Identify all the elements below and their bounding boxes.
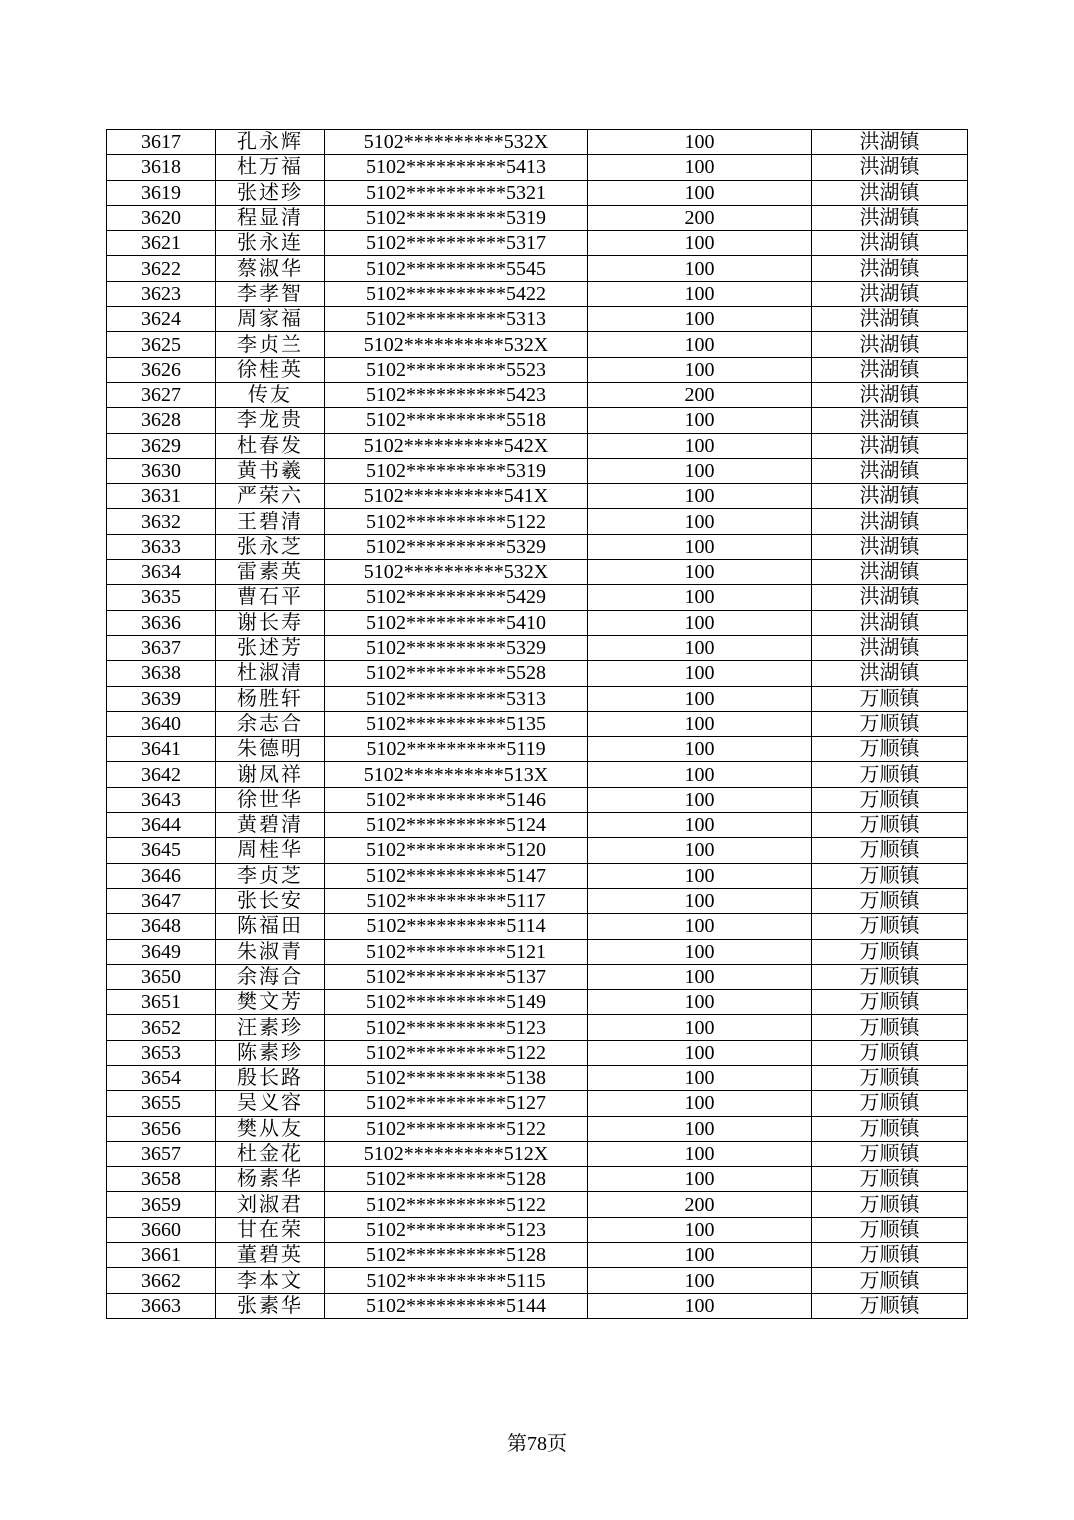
id-number-cell: 5102**********5128 — [325, 1243, 588, 1268]
table-row — [107, 990, 968, 1015]
name-cell: 徐世华 — [216, 787, 325, 812]
table-row — [107, 484, 968, 509]
id-number-cell: 5102**********5114 — [325, 914, 588, 939]
id-number-cell: 5102**********5123 — [325, 1217, 588, 1242]
table-row — [107, 737, 968, 762]
row-number-cell: 3660 — [107, 1217, 216, 1242]
table-row — [107, 1040, 968, 1065]
table-row — [107, 205, 968, 230]
town-cell: 万顺镇 — [812, 737, 968, 762]
town-cell: 万顺镇 — [812, 914, 968, 939]
name-cell: 张永芝 — [216, 534, 325, 559]
town-cell: 万顺镇 — [812, 1167, 968, 1192]
name-cell: 汪素珍 — [216, 1015, 325, 1040]
id-number-cell: 5102**********5119 — [325, 737, 588, 762]
name-cell: 甘在荣 — [216, 1217, 325, 1242]
id-number-cell: 5102**********532X — [325, 130, 588, 155]
name-cell: 徐桂英 — [216, 357, 325, 382]
amount-cell: 100 — [588, 256, 812, 281]
page-number: 第78页 — [507, 1433, 567, 1455]
town-cell: 万顺镇 — [812, 1268, 968, 1293]
row-number-cell: 3630 — [107, 458, 216, 483]
name-cell: 蔡淑华 — [216, 256, 325, 281]
row-number-cell: 3634 — [107, 560, 216, 585]
name-cell: 杜万福 — [216, 155, 325, 180]
town-cell: 洪湖镇 — [812, 458, 968, 483]
id-number-cell: 5102**********5121 — [325, 939, 588, 964]
row-number-cell: 3619 — [107, 180, 216, 205]
id-number-cell: 5102**********5144 — [325, 1293, 588, 1318]
town-cell: 万顺镇 — [812, 863, 968, 888]
name-cell: 李贞兰 — [216, 332, 325, 357]
id-number-cell: 5102**********5147 — [325, 863, 588, 888]
town-cell: 洪湖镇 — [812, 155, 968, 180]
amount-cell: 100 — [588, 1091, 812, 1116]
id-number-cell: 5102**********5423 — [325, 382, 588, 407]
name-cell: 杨素华 — [216, 1167, 325, 1192]
amount-cell: 100 — [588, 1040, 812, 1065]
name-cell: 樊文芳 — [216, 990, 325, 1015]
table-row — [107, 610, 968, 635]
table-row — [107, 155, 968, 180]
amount-cell: 200 — [588, 1192, 812, 1217]
town-cell: 万顺镇 — [812, 964, 968, 989]
row-number-cell: 3656 — [107, 1116, 216, 1141]
row-number-cell: 3657 — [107, 1141, 216, 1166]
amount-cell: 100 — [588, 661, 812, 686]
town-cell: 洪湖镇 — [812, 610, 968, 635]
town-cell: 洪湖镇 — [812, 205, 968, 230]
town-cell: 洪湖镇 — [812, 509, 968, 534]
row-number-cell: 3635 — [107, 585, 216, 610]
town-cell: 洪湖镇 — [812, 332, 968, 357]
row-number-cell: 3646 — [107, 863, 216, 888]
id-number-cell: 5102**********5138 — [325, 1065, 588, 1090]
id-number-cell: 5102**********5545 — [325, 256, 588, 281]
id-number-cell: 5102**********5123 — [325, 1015, 588, 1040]
town-cell: 洪湖镇 — [812, 231, 968, 256]
id-number-cell: 5102**********5117 — [325, 888, 588, 913]
table-row — [107, 1293, 968, 1318]
id-number-cell: 5102**********5410 — [325, 610, 588, 635]
name-cell: 余志合 — [216, 711, 325, 736]
amount-cell: 100 — [588, 408, 812, 433]
id-number-cell: 5102**********5115 — [325, 1268, 588, 1293]
town-cell: 万顺镇 — [812, 1192, 968, 1217]
table-row — [107, 914, 968, 939]
table-row — [107, 180, 968, 205]
row-number-cell: 3621 — [107, 231, 216, 256]
table-row — [107, 458, 968, 483]
town-cell: 万顺镇 — [812, 1293, 968, 1318]
town-cell: 洪湖镇 — [812, 281, 968, 306]
town-cell: 洪湖镇 — [812, 635, 968, 660]
town-cell: 洪湖镇 — [812, 433, 968, 458]
town-cell: 洪湖镇 — [812, 585, 968, 610]
table-row — [107, 711, 968, 736]
name-cell: 杨胜轩 — [216, 686, 325, 711]
town-cell: 万顺镇 — [812, 1040, 968, 1065]
table-row — [107, 382, 968, 407]
amount-cell: 100 — [588, 610, 812, 635]
id-number-cell: 5102**********5122 — [325, 509, 588, 534]
id-number-cell: 5102**********5122 — [325, 1192, 588, 1217]
row-number-cell: 3652 — [107, 1015, 216, 1040]
amount-cell: 200 — [588, 382, 812, 407]
table-row — [107, 863, 968, 888]
name-cell: 刘淑君 — [216, 1192, 325, 1217]
town-cell: 洪湖镇 — [812, 307, 968, 332]
name-cell: 杜金花 — [216, 1141, 325, 1166]
name-cell: 周家福 — [216, 307, 325, 332]
id-number-cell: 5102**********5124 — [325, 813, 588, 838]
amount-cell: 100 — [588, 635, 812, 660]
row-number-cell: 3624 — [107, 307, 216, 332]
amount-cell: 100 — [588, 1015, 812, 1040]
table-row — [107, 1192, 968, 1217]
name-cell: 黄书羲 — [216, 458, 325, 483]
amount-cell: 100 — [588, 534, 812, 559]
town-cell: 洪湖镇 — [812, 484, 968, 509]
amount-cell: 100 — [588, 1268, 812, 1293]
town-cell: 万顺镇 — [812, 813, 968, 838]
name-cell: 张述珍 — [216, 180, 325, 205]
amount-cell: 100 — [588, 914, 812, 939]
town-cell: 万顺镇 — [812, 711, 968, 736]
town-cell: 万顺镇 — [812, 1116, 968, 1141]
name-cell: 樊从友 — [216, 1116, 325, 1141]
table-row — [107, 964, 968, 989]
amount-cell: 100 — [588, 964, 812, 989]
table-row — [107, 408, 968, 433]
table-row — [107, 534, 968, 559]
id-number-cell: 5102**********542X — [325, 433, 588, 458]
row-number-cell: 3639 — [107, 686, 216, 711]
town-cell: 万顺镇 — [812, 1065, 968, 1090]
table-row — [107, 509, 968, 534]
id-number-cell: 5102**********5329 — [325, 635, 588, 660]
name-cell: 严荣六 — [216, 484, 325, 509]
row-number-cell: 3633 — [107, 534, 216, 559]
table-row — [107, 661, 968, 686]
town-cell: 洪湖镇 — [812, 130, 968, 155]
id-number-cell: 5102**********5135 — [325, 711, 588, 736]
name-cell: 朱淑青 — [216, 939, 325, 964]
town-cell: 万顺镇 — [812, 990, 968, 1015]
name-cell: 陈素珍 — [216, 1040, 325, 1065]
row-number-cell: 3642 — [107, 762, 216, 787]
table-row — [107, 130, 968, 155]
name-cell: 陈福田 — [216, 914, 325, 939]
amount-cell: 100 — [588, 560, 812, 585]
name-cell: 传友 — [216, 382, 325, 407]
id-number-cell: 5102**********5523 — [325, 357, 588, 382]
town-cell: 万顺镇 — [812, 1217, 968, 1242]
id-number-cell: 5102**********5313 — [325, 307, 588, 332]
amount-cell: 100 — [588, 231, 812, 256]
row-number-cell: 3662 — [107, 1268, 216, 1293]
name-cell: 张述芳 — [216, 635, 325, 660]
table-row — [107, 1217, 968, 1242]
id-number-cell: 5102**********5528 — [325, 661, 588, 686]
row-number-cell: 3658 — [107, 1167, 216, 1192]
town-cell: 万顺镇 — [812, 686, 968, 711]
row-number-cell: 3654 — [107, 1065, 216, 1090]
amount-cell: 100 — [588, 863, 812, 888]
row-number-cell: 3636 — [107, 610, 216, 635]
table-row — [107, 433, 968, 458]
amount-cell: 100 — [588, 686, 812, 711]
table-row — [107, 357, 968, 382]
amount-cell: 100 — [588, 1217, 812, 1242]
name-cell: 谢长寿 — [216, 610, 325, 635]
amount-cell: 100 — [588, 509, 812, 534]
amount-cell: 100 — [588, 762, 812, 787]
row-number-cell: 3663 — [107, 1293, 216, 1318]
name-cell: 李贞芝 — [216, 863, 325, 888]
id-number-cell: 5102**********5128 — [325, 1167, 588, 1192]
row-number-cell: 3629 — [107, 433, 216, 458]
id-number-cell: 5102**********5317 — [325, 231, 588, 256]
name-cell: 周桂华 — [216, 838, 325, 863]
amount-cell: 100 — [588, 1243, 812, 1268]
id-number-cell: 5102**********5329 — [325, 534, 588, 559]
row-number-cell: 3627 — [107, 382, 216, 407]
town-cell: 洪湖镇 — [812, 560, 968, 585]
id-number-cell: 5102**********5313 — [325, 686, 588, 711]
row-number-cell: 3618 — [107, 155, 216, 180]
id-number-cell: 5102**********532X — [325, 332, 588, 357]
amount-cell: 100 — [588, 357, 812, 382]
row-number-cell: 3650 — [107, 964, 216, 989]
id-number-cell: 5102**********5146 — [325, 787, 588, 812]
id-number-cell: 5102**********5122 — [325, 1040, 588, 1065]
row-number-cell: 3661 — [107, 1243, 216, 1268]
name-cell: 黄碧清 — [216, 813, 325, 838]
amount-cell: 100 — [588, 1293, 812, 1318]
amount-cell: 100 — [588, 307, 812, 332]
town-cell: 洪湖镇 — [812, 357, 968, 382]
row-number-cell: 3641 — [107, 737, 216, 762]
row-number-cell: 3643 — [107, 787, 216, 812]
amount-cell: 100 — [588, 1167, 812, 1192]
table-row — [107, 1091, 968, 1116]
row-number-cell: 3649 — [107, 939, 216, 964]
id-number-cell: 5102**********541X — [325, 484, 588, 509]
row-number-cell: 3640 — [107, 711, 216, 736]
id-number-cell: 5102**********5518 — [325, 408, 588, 433]
id-number-cell: 5102**********513X — [325, 762, 588, 787]
id-number-cell: 5102**********5120 — [325, 838, 588, 863]
name-cell: 孔永辉 — [216, 130, 325, 155]
town-cell: 万顺镇 — [812, 1243, 968, 1268]
town-cell: 万顺镇 — [812, 1015, 968, 1040]
town-cell: 万顺镇 — [812, 1091, 968, 1116]
data-table-container — [106, 129, 967, 1319]
amount-cell: 100 — [588, 939, 812, 964]
row-number-cell: 3647 — [107, 888, 216, 913]
table-row — [107, 307, 968, 332]
table-row — [107, 560, 968, 585]
town-cell: 洪湖镇 — [812, 534, 968, 559]
id-number-cell: 5102**********5137 — [325, 964, 588, 989]
table-row — [107, 1167, 968, 1192]
name-cell: 程显清 — [216, 205, 325, 230]
amount-cell: 100 — [588, 813, 812, 838]
amount-cell: 100 — [588, 787, 812, 812]
town-cell: 洪湖镇 — [812, 180, 968, 205]
town-cell: 洪湖镇 — [812, 408, 968, 433]
town-cell: 万顺镇 — [812, 939, 968, 964]
row-number-cell: 3659 — [107, 1192, 216, 1217]
amount-cell: 100 — [588, 990, 812, 1015]
table-row — [107, 1268, 968, 1293]
table-row — [107, 838, 968, 863]
id-number-cell: 5102**********5413 — [325, 155, 588, 180]
table-row — [107, 1243, 968, 1268]
amount-cell: 100 — [588, 1065, 812, 1090]
amount-cell: 100 — [588, 281, 812, 306]
table-row — [107, 813, 968, 838]
table-row — [107, 1141, 968, 1166]
table-row — [107, 762, 968, 787]
amount-cell: 100 — [588, 1141, 812, 1166]
row-number-cell: 3645 — [107, 838, 216, 863]
name-cell: 张长安 — [216, 888, 325, 913]
name-cell: 李龙贵 — [216, 408, 325, 433]
row-number-cell: 3623 — [107, 281, 216, 306]
row-number-cell: 3628 — [107, 408, 216, 433]
row-number-cell: 3620 — [107, 205, 216, 230]
id-number-cell: 5102**********5122 — [325, 1116, 588, 1141]
id-number-cell: 5102**********5127 — [325, 1091, 588, 1116]
id-number-cell: 5102**********5319 — [325, 205, 588, 230]
name-cell: 杜春发 — [216, 433, 325, 458]
amount-cell: 100 — [588, 585, 812, 610]
row-number-cell: 3638 — [107, 661, 216, 686]
amount-cell: 100 — [588, 711, 812, 736]
row-number-cell: 3655 — [107, 1091, 216, 1116]
table-row — [107, 888, 968, 913]
table-body — [107, 130, 968, 1319]
name-cell: 吴义容 — [216, 1091, 325, 1116]
table-row — [107, 231, 968, 256]
name-cell: 朱德明 — [216, 737, 325, 762]
id-number-cell: 5102**********5149 — [325, 990, 588, 1015]
table-row — [107, 1065, 968, 1090]
name-cell: 李本文 — [216, 1268, 325, 1293]
row-number-cell: 3653 — [107, 1040, 216, 1065]
row-number-cell: 3632 — [107, 509, 216, 534]
town-cell: 万顺镇 — [812, 787, 968, 812]
town-cell: 洪湖镇 — [812, 661, 968, 686]
town-cell: 万顺镇 — [812, 762, 968, 787]
row-number-cell: 3625 — [107, 332, 216, 357]
name-cell: 董碧英 — [216, 1243, 325, 1268]
amount-cell: 100 — [588, 433, 812, 458]
amount-cell: 100 — [588, 130, 812, 155]
amount-cell: 200 — [588, 205, 812, 230]
row-number-cell: 3644 — [107, 813, 216, 838]
amount-cell: 100 — [588, 180, 812, 205]
row-number-cell: 3617 — [107, 130, 216, 155]
town-cell: 万顺镇 — [812, 888, 968, 913]
name-cell: 余海合 — [216, 964, 325, 989]
table-row — [107, 1015, 968, 1040]
amount-cell: 100 — [588, 888, 812, 913]
name-cell: 杜淑清 — [216, 661, 325, 686]
name-cell: 谢凤祥 — [216, 762, 325, 787]
amount-cell: 100 — [588, 838, 812, 863]
town-cell: 万顺镇 — [812, 838, 968, 863]
name-cell: 雷素英 — [216, 560, 325, 585]
name-cell: 王碧清 — [216, 509, 325, 534]
name-cell: 李孝智 — [216, 281, 325, 306]
town-cell: 万顺镇 — [812, 1141, 968, 1166]
id-number-cell: 5102**********5422 — [325, 281, 588, 306]
data-table — [106, 129, 968, 1319]
town-cell: 洪湖镇 — [812, 382, 968, 407]
table-row — [107, 787, 968, 812]
amount-cell: 100 — [588, 484, 812, 509]
amount-cell: 100 — [588, 155, 812, 180]
id-number-cell: 5102**********5429 — [325, 585, 588, 610]
name-cell: 殷长路 — [216, 1065, 325, 1090]
id-number-cell: 5102**********5319 — [325, 458, 588, 483]
name-cell: 张永连 — [216, 231, 325, 256]
name-cell: 曹石平 — [216, 585, 325, 610]
table-row — [107, 256, 968, 281]
amount-cell: 100 — [588, 332, 812, 357]
table-row — [107, 939, 968, 964]
table-row — [107, 332, 968, 357]
row-number-cell: 3651 — [107, 990, 216, 1015]
id-number-cell: 5102**********532X — [325, 560, 588, 585]
table-row — [107, 686, 968, 711]
table-row — [107, 1116, 968, 1141]
amount-cell: 100 — [588, 458, 812, 483]
row-number-cell: 3637 — [107, 635, 216, 660]
name-cell: 张素华 — [216, 1293, 325, 1318]
table-row — [107, 635, 968, 660]
table-row — [107, 281, 968, 306]
amount-cell: 100 — [588, 737, 812, 762]
row-number-cell: 3631 — [107, 484, 216, 509]
row-number-cell: 3626 — [107, 357, 216, 382]
id-number-cell: 5102**********5321 — [325, 180, 588, 205]
table-row — [107, 585, 968, 610]
id-number-cell: 5102**********512X — [325, 1141, 588, 1166]
row-number-cell: 3622 — [107, 256, 216, 281]
row-number-cell: 3648 — [107, 914, 216, 939]
town-cell: 洪湖镇 — [812, 256, 968, 281]
amount-cell: 100 — [588, 1116, 812, 1141]
